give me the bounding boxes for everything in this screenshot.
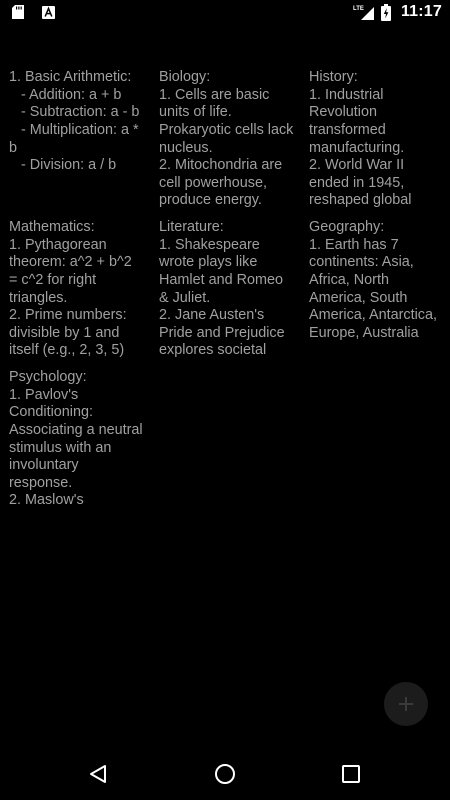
note-text: Biology: 1. Cells are basic units of life. Prokaryotic cells lack nucleus. 2. Mitochondria are cell powerhouse, produce energy. [159,69,294,209]
note-text: Mathematics: 1. Pythagorean theorem: a^2 + b^2 = c^2 for right triangles. 2. Prime numbers: divisible by 1 and itself (e.g., 2, 3, 5) [9,219,132,359]
note-text: History: 1. Industrial Revolution transformed manufacturing. 2. World War II ended in 1945, reshaped global [309,69,412,209]
status-bar [0,0,450,25]
home-icon [214,763,236,785]
sd-card-icon [12,5,24,19]
note-card-arithmetic[interactable] [9,34,144,174]
recents-button[interactable] [339,762,363,786]
back-icon [88,764,108,784]
network-type-label: LTE [352,6,364,12]
home-button[interactable] [213,762,237,786]
note-text: Psychology: 1. Pavlov's Conditioning: Associating a neutral stimulus with an involuntary response. 2. Maslow's [9,369,143,509]
battery-charging-icon [381,4,391,21]
status-bar-left [12,5,55,19]
note-text: 1. Basic Arithmetic: - Addition: a + b - Subtraction: a - b - Multiplication: a * b - Division: a / b [9,69,140,174]
note-text: Literature: 1. Shakespeare wrote plays like Hamlet and Romeo & Juliet. 2. Jane Austen's Pride and Prejudice explores societal [159,219,285,359]
navigation-bar [0,748,450,800]
status-bar-right [353,3,442,21]
plus-icon [398,696,414,712]
back-button[interactable] [86,762,110,786]
note-card-mathematics[interactable] [9,184,144,359]
text-a-icon [42,6,55,19]
status-time: 11:17 [400,3,442,20]
signal-icon [353,4,375,20]
note-card-geography[interactable] [309,184,444,341]
note-card-psychology[interactable] [9,334,144,509]
add-note-button[interactable] [384,682,428,726]
recents-icon [341,764,361,784]
note-text: Geography: 1. Earth has 7 continents: Asia, Africa, North America, South America, Antarctica, Europe, Australia [309,219,437,341]
note-card-literature[interactable] [159,184,294,359]
note-card-history[interactable] [309,34,444,209]
note-card-biology[interactable] [159,34,294,209]
